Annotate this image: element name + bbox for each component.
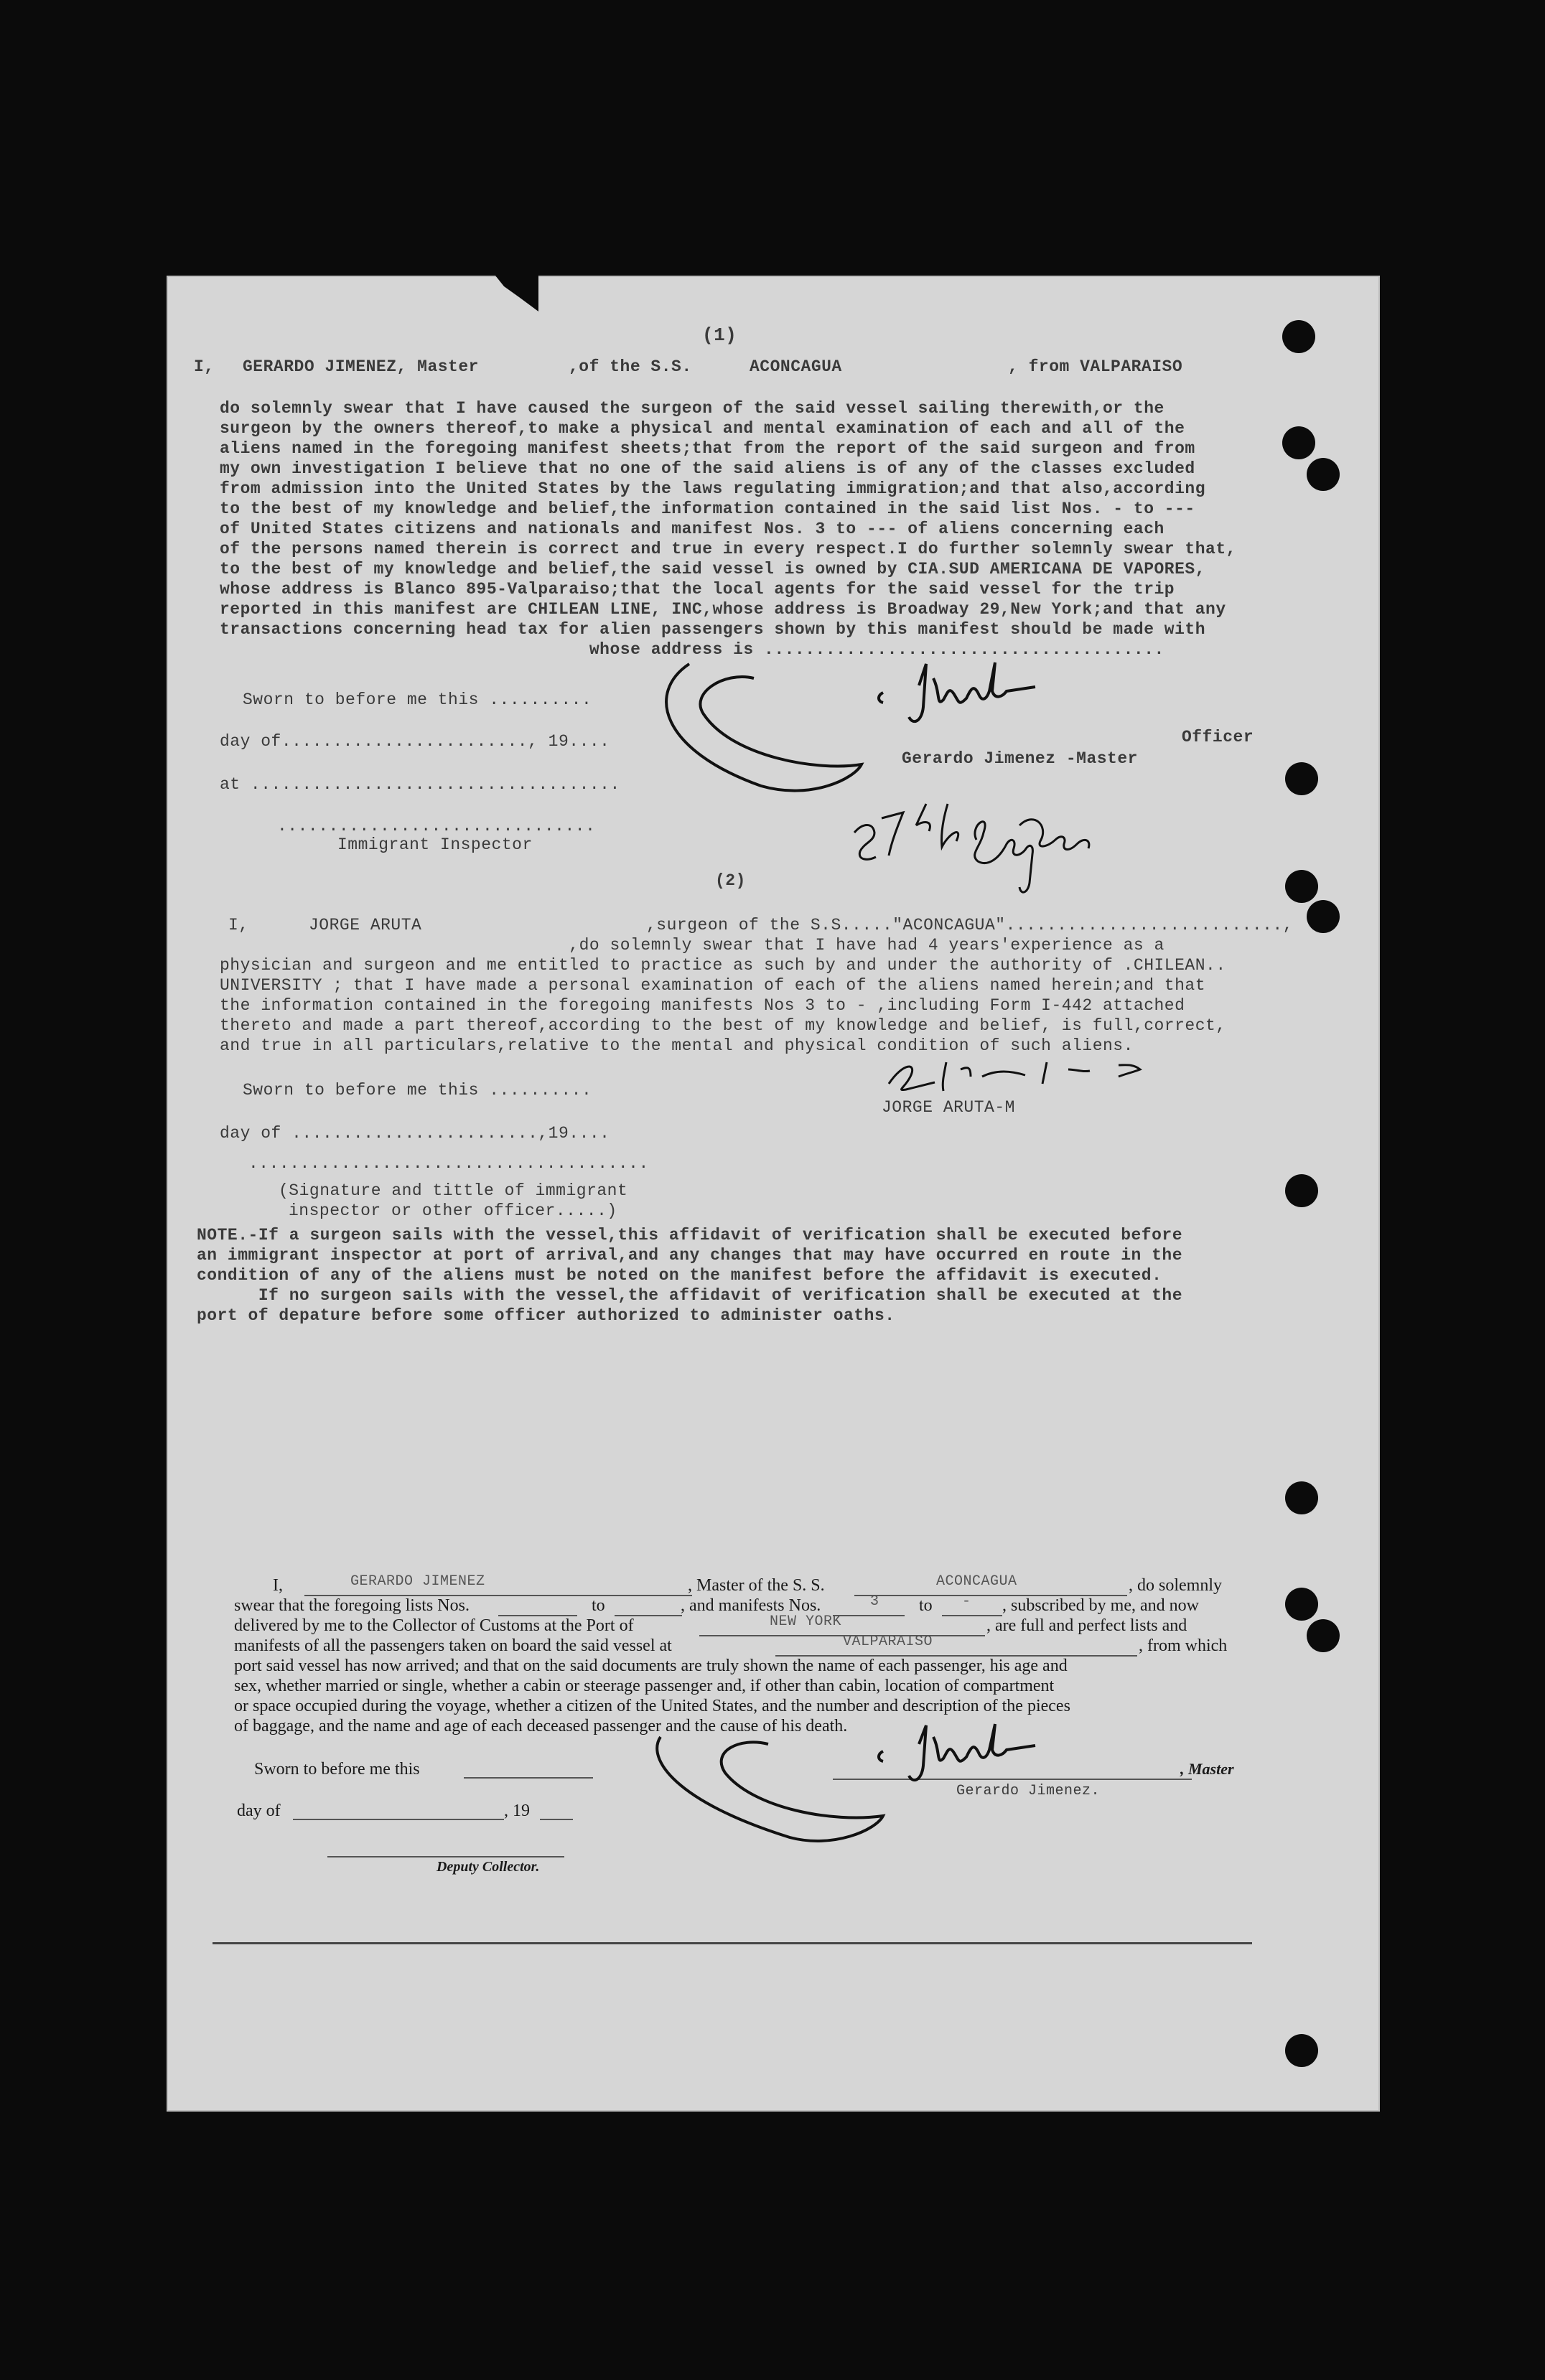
s3-manifest-to: - [962, 1593, 971, 1610]
s3-do-solemnly: , do solemnly [1129, 1576, 1222, 1595]
s3-vessel-fill: ACONCAGUA [936, 1573, 1017, 1590]
s3-line2d: to [919, 1596, 933, 1615]
body-line: and true in all particulars,relative to the mental and physical condition of such aliens. [220, 1036, 1134, 1055]
vessel-name: ACONCAGUA [750, 357, 842, 376]
section-2-i: I, [228, 916, 249, 934]
s3-i: I, [273, 1576, 283, 1595]
surgeon-typed-name: JORGE ARUTA-M [882, 1098, 1015, 1117]
s3-port-fill: NEW YORK [770, 1613, 842, 1630]
s3-body-line: sex, whether married or single, whether a cabin or steerage passenger and, if other than cabin, location of compartment [234, 1677, 1055, 1695]
handwritten-address [847, 797, 1177, 897]
sworn-line-2: Sworn to before me this .......... [243, 1081, 592, 1100]
binder-hole [1307, 458, 1340, 491]
binder-hole [1282, 426, 1315, 459]
body-line: of United States citizens and nationals and manifest Nos. 3 to --- of aliens concerning each [220, 520, 1164, 538]
s3-manifest-from-blank [833, 1615, 905, 1616]
s3-line2c: , and manifests Nos. [681, 1596, 821, 1615]
day-line-2: day of ........................,19.... [220, 1124, 610, 1143]
body-line: my own investigation I believe that no one of the said aliens is of any of the classes excluded [220, 459, 1195, 478]
s3-port-blank [699, 1635, 985, 1636]
s3-manifest-from: 3 [870, 1593, 879, 1610]
body-line: transactions concerning head tax for alien passengers shown by this manifest should be made with [220, 620, 1206, 639]
binder-hole [1285, 1481, 1318, 1514]
bottom-rule [213, 1942, 1252, 1944]
s3-line2b: to [592, 1596, 605, 1615]
binder-hole [1282, 320, 1315, 353]
body-line: do solemnly swear that I have caused the surgeon of the said vessel sailing therewith,or the [220, 399, 1164, 418]
s3-master-typed: Gerardo Jimenez. [956, 1783, 1101, 1799]
master-signature [646, 650, 1149, 800]
section-1-i: I, [194, 357, 215, 376]
surgeon-signature [882, 1055, 1183, 1098]
body-line: of the persons named therein is correct and true in every respect.I do further solemnly swear that, [220, 540, 1236, 558]
of-the-ss: ,of the S.S. [569, 357, 692, 376]
body-line: from admission into the United States by the laws regulating immigration;and that also,according [220, 479, 1206, 498]
surgeon-of-ss: ,surgeon of the S.S....."ACONCAGUA"..........................., [646, 916, 1294, 934]
surgeon-name: JORGE ARUTA [309, 916, 422, 934]
body-line: reported in this manifest are CHILEAN LINE, INC,whose address is Broadway 29,New York;and that any [220, 600, 1226, 619]
signature-line-2: ....................................... [248, 1154, 649, 1173]
s3-body-line: or space occupied during the voyage, whether a citizen of the United States, and the number and description of the pieces [234, 1697, 1070, 1715]
s3-master-fill: GERARDO JIMENEZ [350, 1573, 485, 1590]
s3-line4b: , from which [1139, 1636, 1228, 1655]
binder-hole [1285, 762, 1318, 795]
s3-deputy-blank [327, 1856, 564, 1857]
s3-body-line: of baggage, and the name and age of each deceased passenger and the cause of his death. [234, 1717, 848, 1735]
s3-line2a: swear that the foregoing lists Nos. [234, 1596, 470, 1615]
section-2-number: (2) [715, 871, 746, 890]
day-line-1: day of........................, 19.... [220, 732, 610, 751]
section-1-number: (1) [702, 324, 737, 346]
master-name: GERARDO JIMENEZ, Master [243, 357, 479, 376]
s3-day-blank [293, 1819, 504, 1820]
master-typed-name: Gerardo Jimenez -Master [902, 749, 1138, 768]
s3-day: day of [237, 1802, 281, 1820]
body-line: whose address is Blanco 895-Valparaiso;that the local agents for the said vessel for the trip [220, 580, 1175, 599]
body-line: thereto and made a part thereof,according to the best of my knowledge and belief, is full,correct, [220, 1016, 1226, 1035]
binder-hole [1285, 1588, 1318, 1621]
note-line: If no surgeon sails with the vessel,the affidavit of verification shall be executed at the [197, 1286, 1183, 1305]
signature-caption-1: (Signature and tittle of immigrant [279, 1181, 628, 1200]
body-line: physician and surgeon and me entitled to practice as such by and under the authority of .CHILEAN.. [220, 956, 1226, 975]
body-line: to the best of my knowledge and belief,the information contained in the said list Nos. - to --- [220, 500, 1195, 518]
s3-line2e: , subscribed by me, and now [1002, 1596, 1199, 1615]
body-line: surgeon by the owners thereof,to make a physical and mental examination of each and all of the [220, 419, 1185, 438]
binder-hole [1285, 870, 1318, 903]
s3-master-label: , Master [1180, 1760, 1234, 1778]
s3-line3b: , are full and perfect lists and [986, 1616, 1187, 1635]
s3-body-line: port said vessel has now arrived; and that on the said documents are truly shown the name of each passenger, his age and [234, 1657, 1068, 1675]
note-line: NOTE.-If a surgeon sails with the vessel,this affidavit of verification shall be executed before [197, 1226, 1183, 1245]
note-line: an immigrant inspector at port of arrival,and any changes that may have occurred en route in the [197, 1246, 1183, 1265]
binder-hole [1307, 1619, 1340, 1652]
s3-master-of: , Master of the S. S. [688, 1576, 825, 1595]
body-line: UNIVERSITY ; that I have made a personal examination of each of the aliens named herein;and that [220, 976, 1206, 995]
master-signature-2 [646, 1723, 1149, 1852]
s3-nineteen: , 19 [504, 1802, 530, 1820]
inspector-caption: Immigrant Inspector [337, 835, 533, 854]
body-line: aliens named in the foregoing manifest sheets;that from the report of the said surgeon and from [220, 439, 1195, 458]
binder-hole [1285, 2034, 1318, 2067]
body-line: ,do solemnly swear that I have had 4 years'experience as a [220, 936, 1164, 955]
binder-hole [1285, 1174, 1318, 1207]
note-line: port of depature before some officer authorized to administer oaths. [197, 1306, 895, 1325]
inspector-dots: ............................... [277, 817, 596, 835]
body-line: the information contained in the foregoing manifests Nos 3 to - ,including Form I-442 attached [220, 996, 1185, 1015]
s3-year-blank [540, 1819, 573, 1820]
s3-origin-fill: VALPARAISO [843, 1634, 933, 1650]
s3-sworn-blank [464, 1777, 593, 1779]
at-line: at .................................... [220, 775, 620, 794]
officer-label: Officer [1182, 728, 1254, 746]
s3-line3a: delivered by me to the Collector of Customs at the Port of [234, 1616, 634, 1635]
note-line: condition of any of the aliens must be noted on the manifest before the affidavit is executed. [197, 1266, 1162, 1285]
binder-hole [1307, 900, 1340, 933]
s3-line4a: manifests of all the passengers taken on board the said vessel at [234, 1636, 672, 1655]
signature-caption-2: inspector or other officer.....) [289, 1201, 617, 1220]
body-line: to the best of my knowledge and belief,the said vessel is owned by CIA.SUD AMERICANA DE VAPORES, [220, 560, 1206, 578]
origin-port: , from VALPARAISO [1008, 357, 1183, 376]
s3-deputy-label: Deputy Collector. [437, 1859, 540, 1875]
body-line: whose address is ....................................... [220, 640, 1164, 659]
s3-sworn: Sworn to before me this [254, 1760, 420, 1779]
sworn-line-1: Sworn to before me this .......... [243, 690, 592, 709]
